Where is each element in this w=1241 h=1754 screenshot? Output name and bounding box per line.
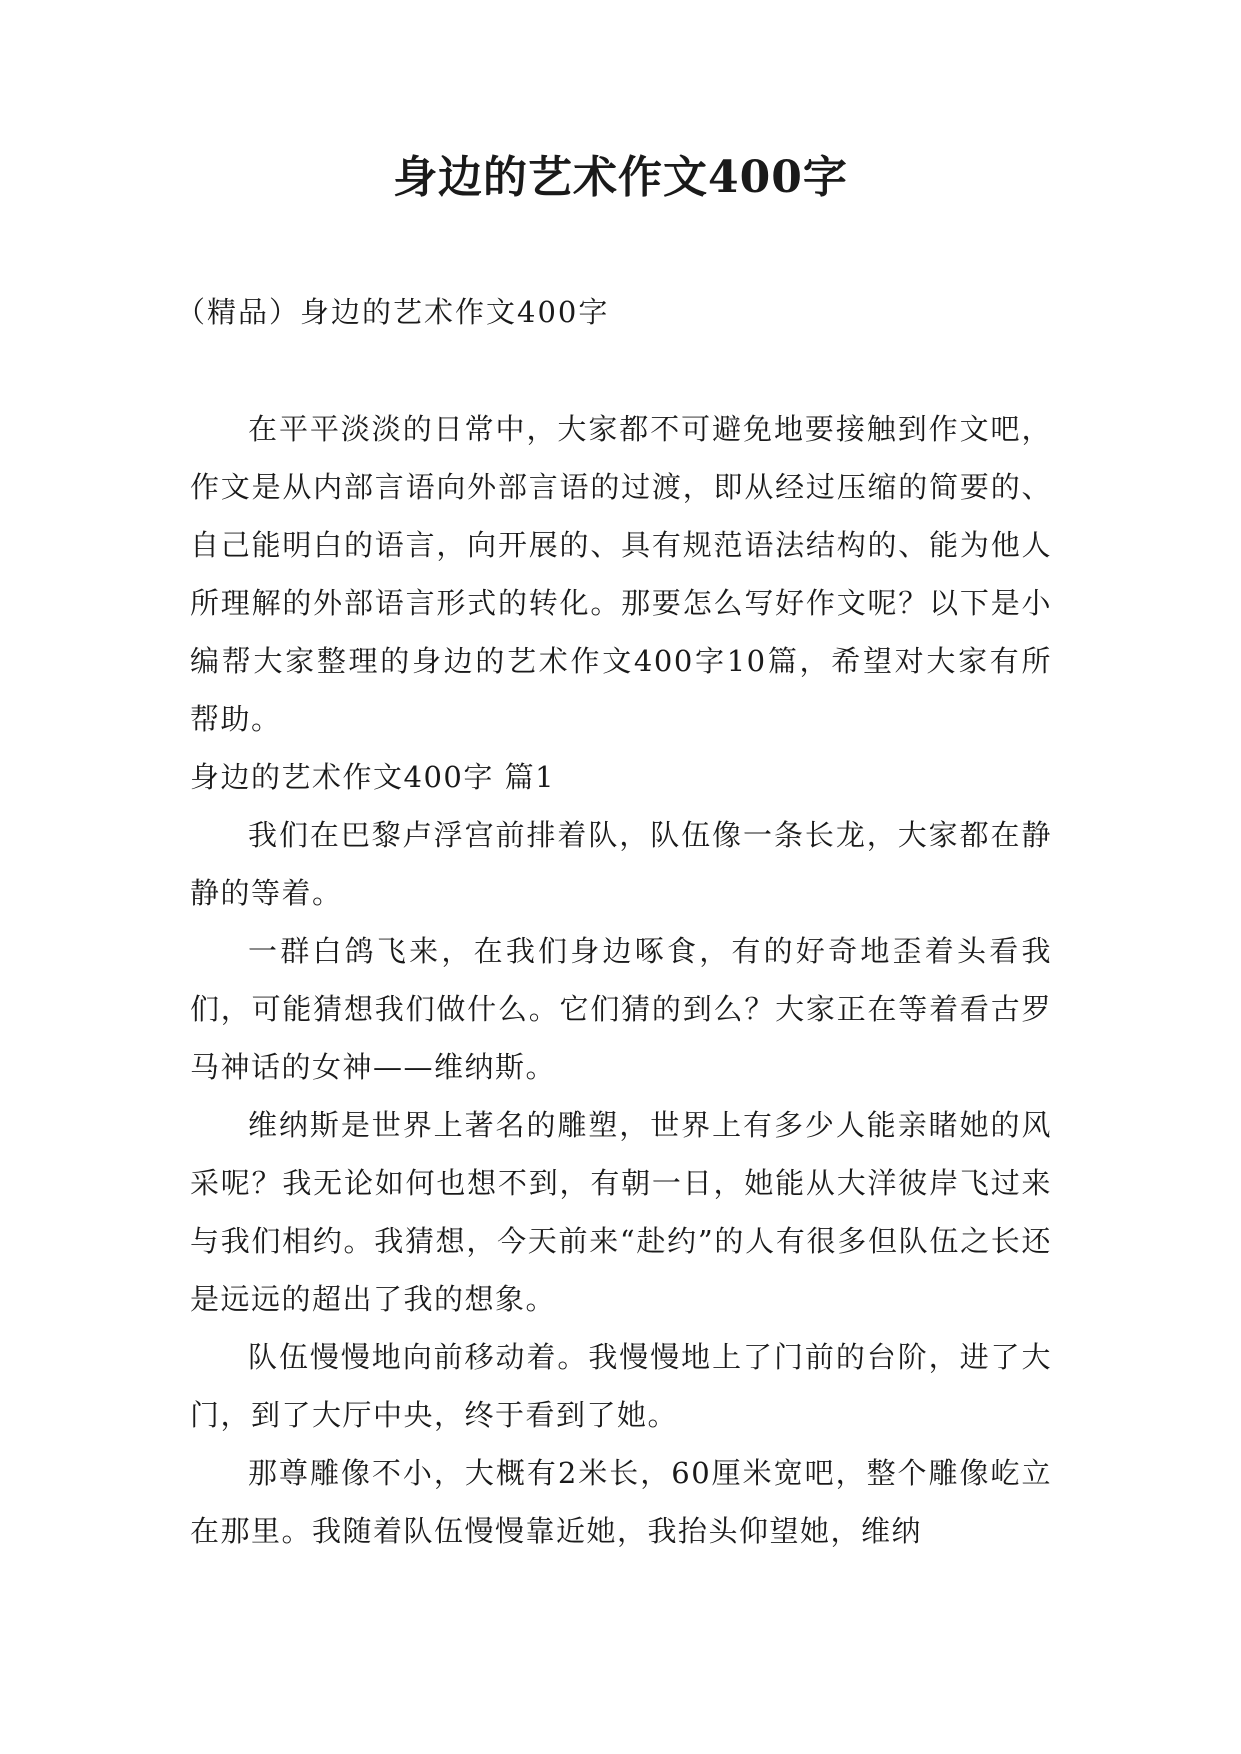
body-paragraph: 我们在巴黎卢浮宫前排着队，队伍像一条长龙，大家都在静静的等着。 bbox=[190, 818, 1052, 910]
body-paragraph: 维纳斯是世界上著名的雕塑，世界上有多少人能亲睹她的风采呢？我无论如何也想不到，有朝一日，她能从大洋彼岸飞过来与我们相约。我猜想，今天前来“赴约”的人有很多但队伍之长还是远远的超出了我的想象。 bbox=[190, 1108, 1052, 1316]
body-paragraph: 一群白鸽飞来，在我们身边啄食，有的好奇地歪着头看我们，可能猜想我们做什么。它们猜的到么？大家正在等着看古罗马神话的女神——维纳斯。 bbox=[190, 934, 1052, 1084]
section-heading: 身边的艺术作文400字 篇1 bbox=[190, 760, 556, 794]
document-body bbox=[190, 400, 1052, 1560]
document-subtitle: （精品）身边的艺术作文400字 bbox=[176, 295, 610, 329]
body-paragraph: 那尊雕像不小，大概有2米长，60厘米宽吧，整个雕像屹立在那里。我随着队伍慢慢靠近她，我抬头仰望她，维纳 bbox=[190, 1456, 1052, 1548]
document-title: 身边的艺术作文400字 bbox=[393, 152, 848, 203]
body-paragraph: 队伍慢慢地向前移动着。我慢慢地上了门前的台阶，进了大门，到了大厅中央，终于看到了她。 bbox=[190, 1340, 1052, 1432]
intro-paragraph: 在平平淡淡的日常中，大家都不可避免地要接触到作文吧，作文是从内部言语向外部言语的过渡，即从经过压缩的简要的、自己能明白的语言，向开展的、具有规范语法结构的、能为他人所理解的外部语言形式的转化。那要怎么写好作文呢？以下是小编帮大家整理的身边的艺术作文400字10篇，希望对大家有所帮助。 bbox=[190, 412, 1052, 736]
